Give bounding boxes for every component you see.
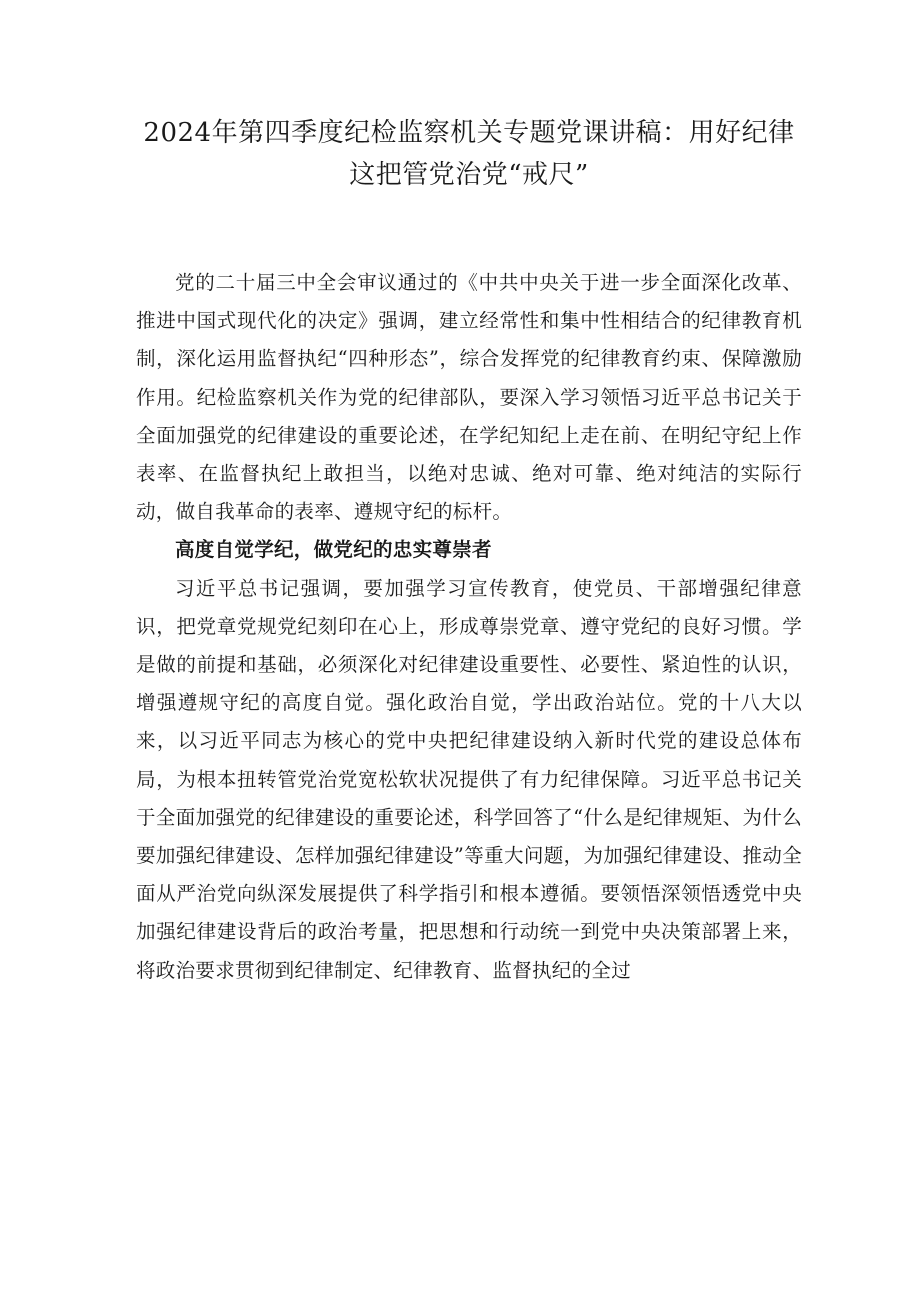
document-title: 2024年第四季度纪检监察机关专题党课讲稿：用好纪律这把管党治党“戒尺” <box>143 118 795 190</box>
paragraph-section-1: 习近平总书记强调，要加强学习宣传教育，使党员、干部增强纪律意识，把党章党规党纪刻印在心上，形成尊崇党章、遵守党纪的良好习惯。学是做的前提和基础，必须深化对纪律建设重要性、必要性、紧迫性的认识，增强遵规守纪的高度自觉。强化政治自觉，学出政治站位。党的十八大以来，以习近平同志为核心的党中央把纪律建设纳入新时代党的建设总体布局，为根本扭转管党治党宽松软状况提供了有力纪律保障。习近平总书记关于全面加强党的纪律建设的重要论述，科学回答了“什么是纪律规矩、为什么要加强纪律建设、怎样加强纪律建设”等重大问题，为加强纪律建设、推动全面从严治党向纵深发展提供了科学指引和根本遵循。要领悟深领悟透党中央加强纪律建设背后的政治考量，把思想和行动统一到党中央决策部署上来，将政治要求贯彻到纪律制定、纪律教育、监督执纪的全过 <box>136 576 802 982</box>
paragraph-intro: 党的二十届三中全会审议通过的《中共中央关于进一步全面深化改革、推进中国式现代化的决定》强调，建立经常性和集中性相结合的纪律教育机制，深化运用监督执纪“四种形态”，综合发挥党的纪律教育约束、保障激励作用。纪检监察机关作为党的纪律部队，要深入学习领悟习近平总书记关于全面加强党的纪律建设的重要论述，在学纪知纪上走在前、在明纪守纪上作表率、在监督执纪上敢担当，以绝对忠诚、绝对可靠、绝对纯洁的实际行动，做自我革命的表率、遵规守纪的标杆。 <box>136 271 802 524</box>
document-body <box>136 264 802 990</box>
section-heading: 高度自觉学纪，做党纪的忠实尊崇者 <box>175 538 492 562</box>
